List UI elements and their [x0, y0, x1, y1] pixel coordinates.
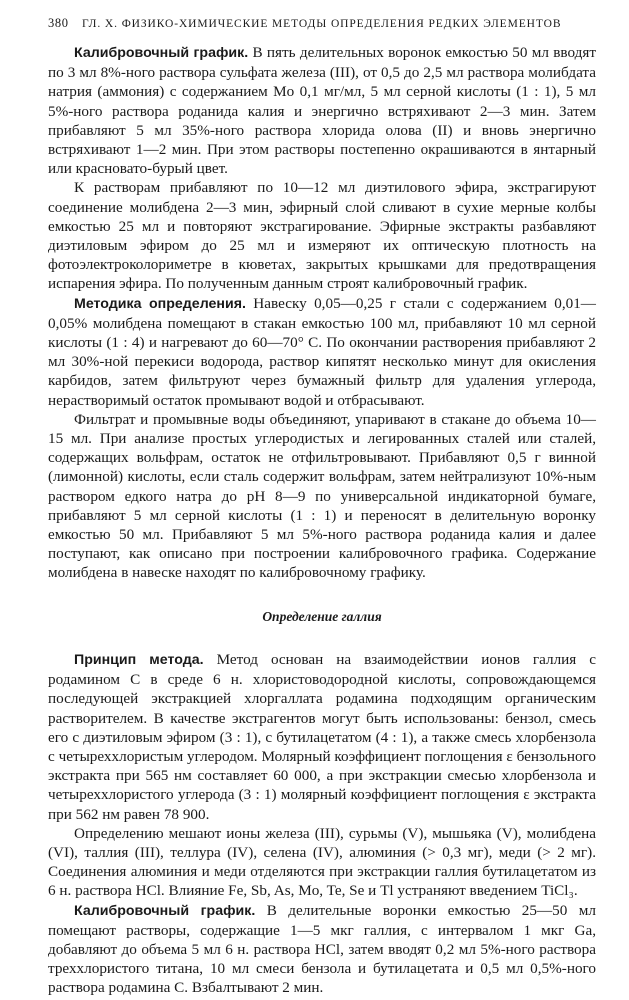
paragraph-lead: Принцип метода. [74, 651, 204, 668]
paragraph-method-molybdenum [48, 294, 596, 410]
paragraph-lead: Методика определения. [74, 295, 246, 312]
running-head: ГЛ. X. ФИЗИКО-ХИМИЧЕСКИЕ МЕТОДЫ ОПРЕДЕЛЕНИЯ РЕДКИХ ЭЛЕМЕНТОВ [82, 18, 562, 30]
paragraph-text: Фильтрат и промывные воды объединяют, упаривают в стакане до объема 10—15 мл. При анализе простых углеродистых и легированных сталей или сталей, содержащих вольфрам, остаток не отфильтровывают. Прибавляют 0,5 г винной (лимонной) кислоты, если сталь содержит вольфрам, затем нейтрализуют 10%-ным раствором едкого натра до pH 8—9 по универсальной индикаторной бумаге, прибавляют 5 мл серной кислоты (1 : 1) и переносят в делительную воронку емкостью 50 мл. Прибавляют 5 мл 5%-ного раствора роданида калия и далее поступают, как описано при построении калибровочного графика. Содержание молибдена в навеске находят по калибровочному графику. [48, 410, 596, 582]
paragraph-text: В делительные воронки емкостью 25—50 мл помещают растворы, содержащие 1—5 мкг галлия, с интервалом 1 мкг Ga, добавляют до объема 5 мл 6 н. раствора HCl, затем вводят 0,2 мл 5%-ного раствора треххлористого титана, 10 мл смеси бензола и бутилацетата и 0,5 мл 0,5%-ного раствора родамина С. Взбалтывают 2 мин. [48, 901, 596, 997]
body-text [48, 43, 596, 998]
paragraph-interference [48, 824, 596, 901]
paragraph-lead: Калибровочный график. [74, 902, 256, 919]
paragraph-text: В пять делительных воронок емкостью 50 мл вводят по 3 мл 8%-ного раствора сульфата железа (III), от 0,5 до 2,5 мл раствора молибдата натрия (аммония) с содержанием Mo 0,1 мг/мл, 5 мл серной кислоты (1 : 1), 5 мл 5%-ного раствора роданида калия и энергично встряхивают 2—3 мин. Затем прибавляют 5 мл 35%-ного раствора хлорида олова (II) и вновь энергично встряхивают 1—2 мин. При этом растворы постепенно окрашиваются в янтарный или красновато-бурый цвет. [48, 44, 596, 178]
paragraph-lead: Калибровочный график. [74, 45, 249, 61]
paragraph-text: Навеску 0,05—0,25 г стали с содержанием 0,01—0,05% молибдена помещают в стакан емкостью 100 мл, прибавляют 10 мл серной кислоты (1 : 4) и нагревают до 60—70° С. По окончании растворения прибавляют 2 мл 30%-ной перекиси водорода, раствор кипятят несколько минут для окисления карбидов, затем фильтруют через бумажный фильтр для удаления углерода, нерастворимый остаток промывают водой и отбрасывают. [48, 294, 596, 409]
paragraph-text: К растворам прибавляют по 10—12 мл диэтилового эфира, экстрагируют соединение молибдена 2—3 мин, эфирный слой сливают в сухие мерные колбы емкостью 25 мл и повторяют экстрагирование. Эфирные экстракты разбавляют диэтиловым эфиром до 25 мл и измеряют их оптическую плотность на фотоэлектроколориметре в кюветах, закрытых крышками для предотвращения испарения эфира. По полученным данным строят калибровочный график. [48, 179, 596, 293]
paragraph-principle-gallium [48, 650, 596, 824]
paragraph-text: Определению мешают ионы железа (III), сурьмы (V), мышьяка (V), молибдена (VI), таллия (III), теллура (IV), селена (IV), алюминия (> 0,3 мг), меди (> 2 мг). Соединения алюминия и меди отделяются при экстракции галлия бутилацетатом из 6 н. раствора HCl. Влияние Fe, Sb, As, Mo, Te, Se и Tl устраняют введением TiCl₃. [48, 824, 596, 900]
paragraph-filtrate [48, 410, 596, 583]
section-title: Определение галлия [262, 608, 382, 624]
page [48, 16, 596, 998]
paragraph-extraction [48, 178, 596, 293]
paragraph-calibration-molybdenum [48, 43, 596, 178]
paragraph-text: Метод основан на взаимодействии ионов галлия с родамином С в среде 6 н. хлористоводородной кислоты, сопровождающемся последующей экстракцией хлоргаллата родамина подходящим органическим растворителем. В качестве экстрагентов могут быть использованы: бензол, смесь его с диэтиловым эфиром (3 : 1), с бутилацетатом (4 : 1), а также смесь хлорбензола с четыреххлористым углеродом. Молярный коэффициент поглощения ε бензольного экстракта при 565 нм составляет 60 000, а при экстракции смесью хлорбензола и четыреххлористого углерода (3 : 1) молярный коэффициент поглощения ε экстракта при 562 нм равен 78 900. [48, 650, 596, 823]
paragraph-calibration-gallium [48, 901, 596, 998]
running-header [48, 16, 596, 31]
page-number: 380 [48, 16, 69, 30]
